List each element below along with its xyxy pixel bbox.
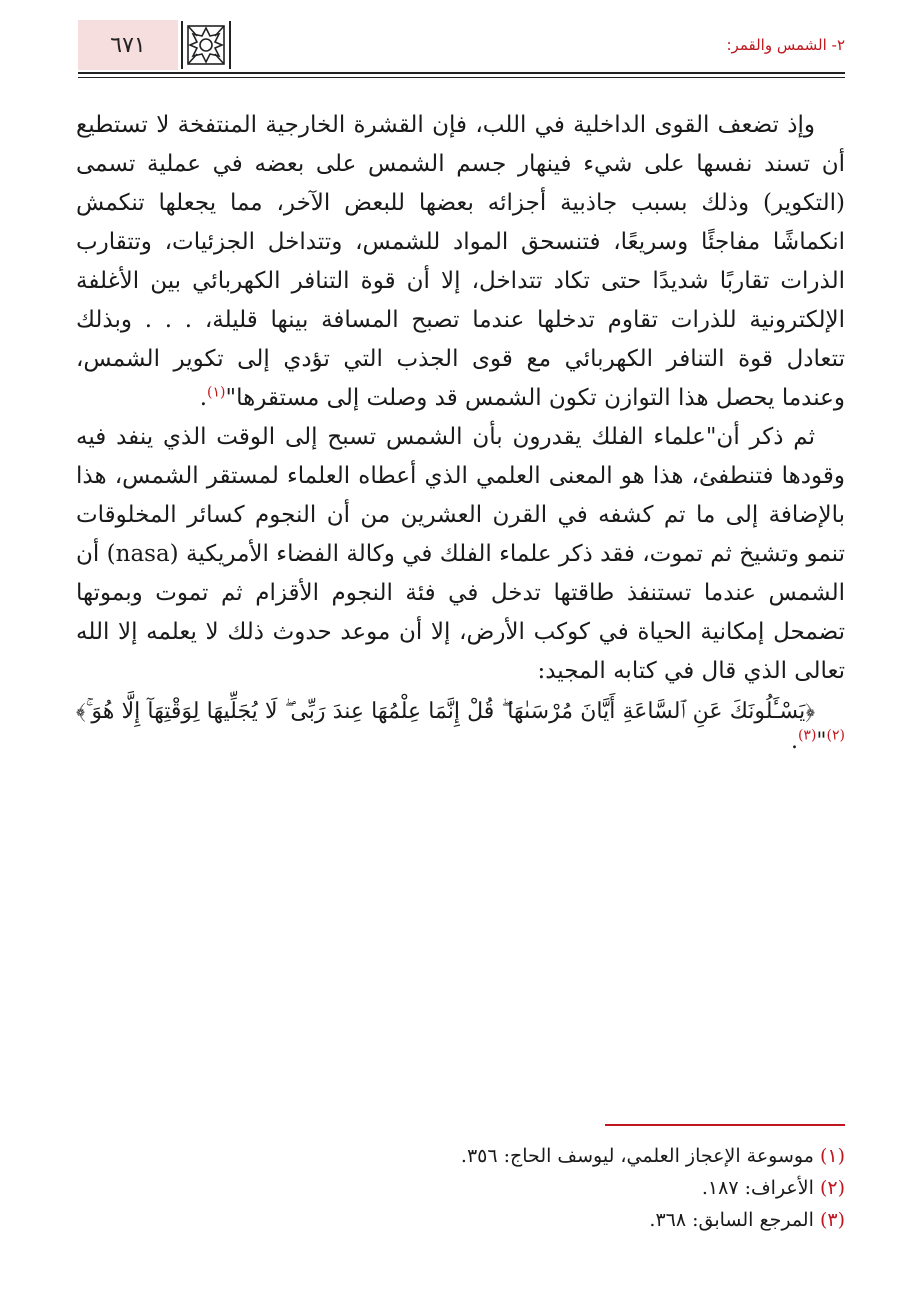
footnote-ref-2: (٢) xyxy=(826,727,845,744)
paragraph-2 xyxy=(76,418,845,757)
paragraph-2-text: ثم ذكر أن"علماء الفلك يقدرون بأن الشمس تسبح إلى الوقت الذي ينفد فيه وقودها فتنطفئ، هذا هو المعنى العلمي الذي أعطاه العلماء لمستقر الشمس، هذا بالإضافة إلى ما تم كشفه في القرن العشرين من أن النجوم كسائر المخلوقات تنمو وتشيخ ثم تموت، فقد ذكر علماء الفلك في وكالة الفضاء الأمريكية (nasa) أن الشمس عندما تستنفذ طاقتها تدخل في فئة النجوم الأقزام ثم تموت وبموتها تضمحل إمكانية الحياة في كوكب الأرض، إلا أن موعد حدوث ذلك لا يعلمه إلا الله تعالى الذي قال في كتابه المجيد: xyxy=(76,424,845,684)
quran-verse: ﴿يَسْـَٔلُونَكَ عَنِ ٱلسَّاعَةِ أَيَّانَ مُرْسَىٰهَا ۖ قُلْ إِنَّمَا عِلْمُهَا عِندَ رَبِّى ۖ لَا يُجَلِّيهَا لِوَقْتِهَآ إِلَّا هُوَ ۚ﴾ xyxy=(76,699,815,724)
chapter-title: ٢- الشمس والقمر: xyxy=(726,36,845,54)
footnote-number: (١) xyxy=(819,1145,845,1167)
footnote-2 xyxy=(76,1172,845,1204)
page-header xyxy=(78,20,845,72)
header-rule-thin xyxy=(78,77,845,78)
page-number: ٦٧١ xyxy=(78,20,178,70)
footnote-text: الأعراف: ١٨٧. xyxy=(701,1177,814,1199)
quran-verse-block xyxy=(76,697,845,757)
geometric-star-ornament-icon xyxy=(178,20,234,70)
footnote-ref-3: (٣) xyxy=(797,727,817,744)
quote-close: " xyxy=(816,729,827,754)
footnote-1 xyxy=(76,1140,845,1172)
footnote-separator xyxy=(605,1124,845,1126)
quran-end: . xyxy=(790,729,798,754)
header-rule xyxy=(78,72,845,74)
footnote-number: (٢) xyxy=(819,1177,845,1199)
paragraph-1 xyxy=(76,106,845,418)
paragraph-1-end: . xyxy=(199,385,208,411)
footnote-3 xyxy=(76,1204,845,1236)
main-text xyxy=(76,106,845,757)
footnote-text: موسوعة الإعجاز العلمي، ليوسف الحاج: ٣٥٦. xyxy=(460,1145,814,1167)
footnote-text: المرجع السابق: ٣٦٨. xyxy=(649,1209,814,1231)
paragraph-1-text: وإذ تضعف القوى الداخلية في اللب، فإن القشرة الخارجية المنتفخة لا تستطيع أن تسند نفسها على شيء فينهار جسم الشمس على بعضه في عملية تسمى (التكوير) وذلك بسبب جاذبية أجزائه بعضها للبعض الآخر، مما يجعلها تنكمش انكماشًا مفاجئًا وسريعًا، فتنسحق المواد للشمس، وتتداخل الجزئيات، وتتقارب الذرات تقاربًا شديدًا حتى تكاد تتداخل، إلا أن قوة التنافر الكهربائي بين الأغلفة الإلكترونية للذرات تقاوم تدخلها عندما تصبح المسافة بينها قليلة، . . . وبذلك تتعادل قوة التنافر الكهربائي مع قوى الجذب التي تؤدي إلى تكوير الشمس، وعندما يحصل هذا التوازن تكون الشمس قد وصلت إلى مستقرها" xyxy=(76,112,845,411)
footnote-ref-1: (١) xyxy=(207,384,226,401)
footnote-number: (٣) xyxy=(819,1209,845,1231)
footnotes xyxy=(76,1140,845,1236)
